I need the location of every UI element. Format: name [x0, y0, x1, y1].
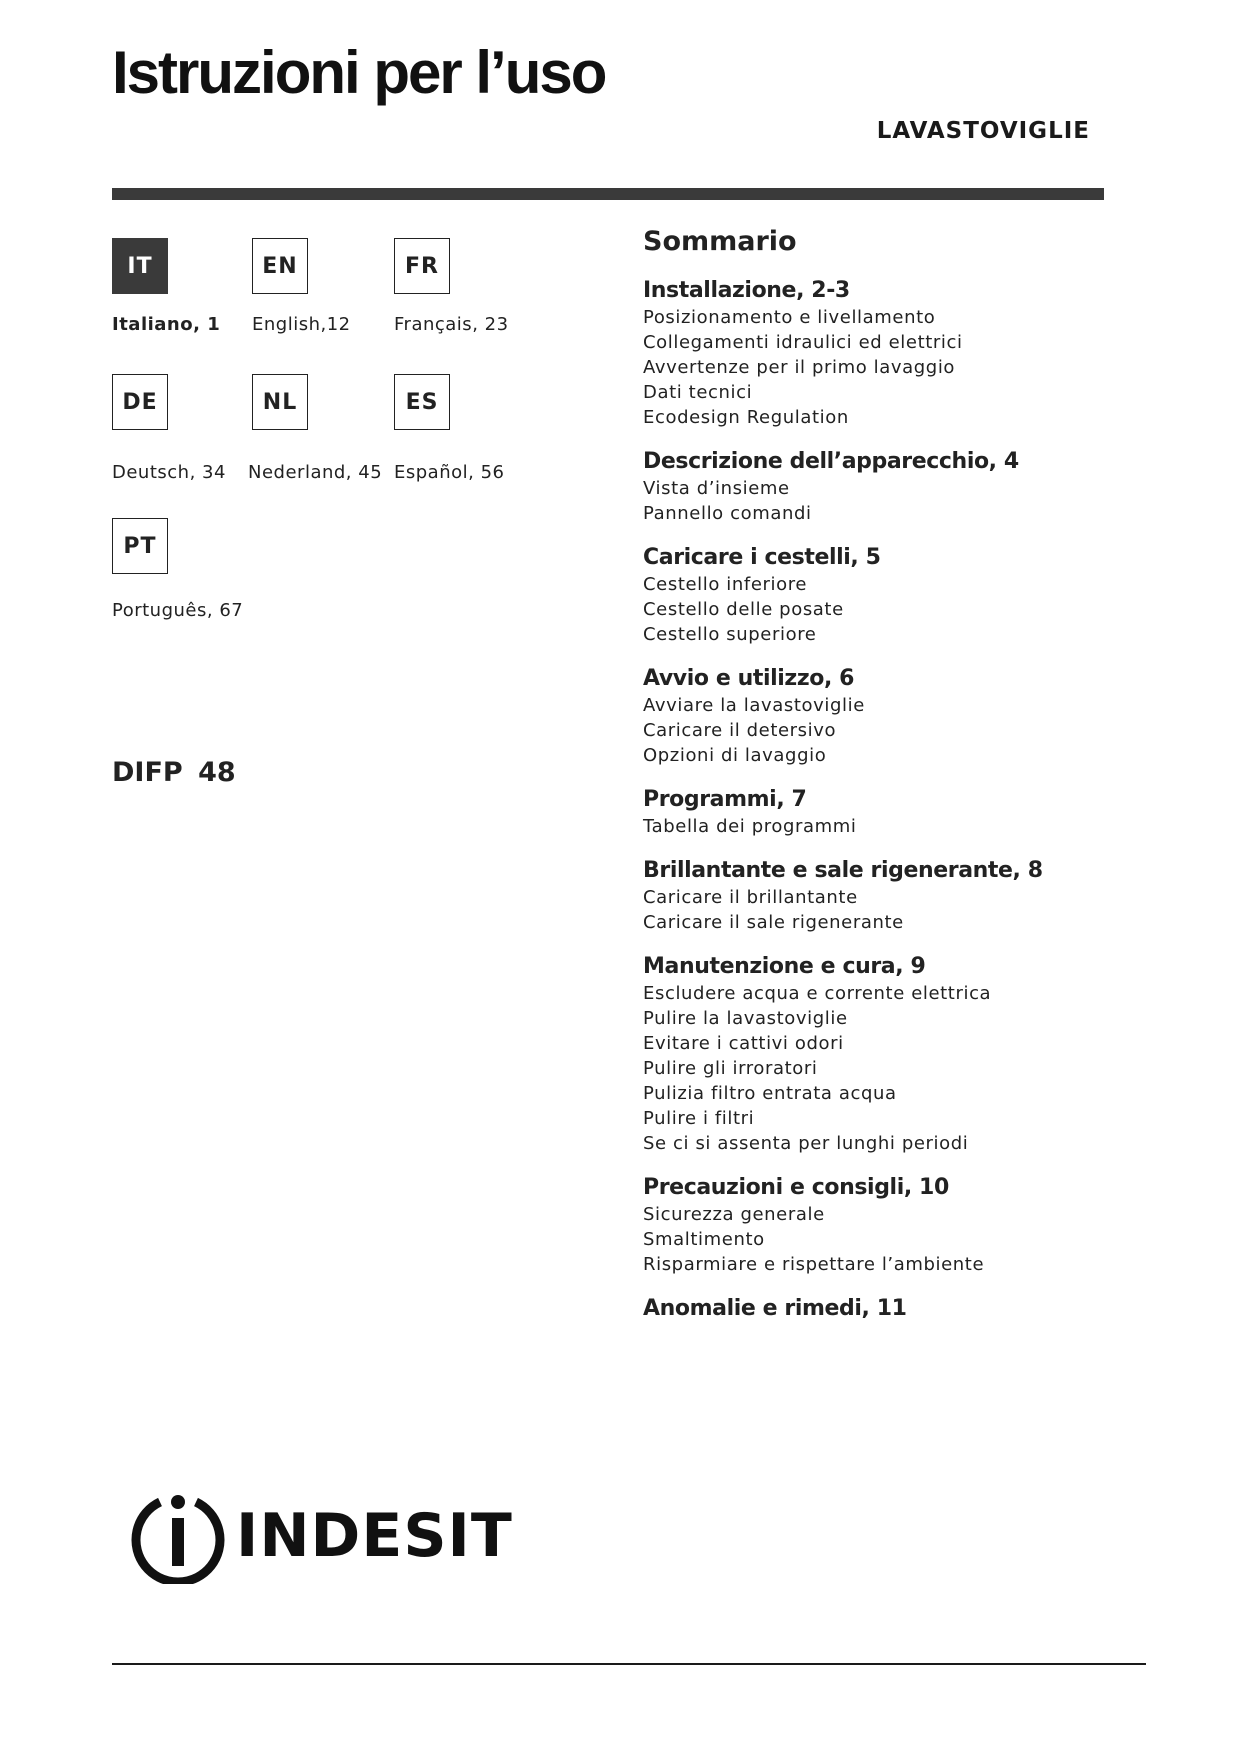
toc-sections — [643, 277, 1143, 1323]
language-label: Nederland, 45 — [248, 462, 383, 483]
product-category: LAVASTOVIGLIE — [876, 118, 1090, 144]
document-title: Istruzioni per l’uso — [112, 39, 606, 106]
toc-section-title[interactable]: Programmi, 7 — [643, 787, 807, 812]
toc-section-items — [643, 885, 1143, 935]
toc-item[interactable]: Evitare i cattivi odori — [643, 1033, 844, 1054]
toc-item[interactable]: Tabella dei programmi — [643, 816, 857, 837]
toc-section-title[interactable]: Avvio e utilizzo, 6 — [643, 666, 855, 691]
toc-section-items — [643, 1202, 1143, 1277]
toc-section-items — [643, 981, 1143, 1156]
language-label: Português, 67 — [112, 600, 244, 621]
toc-section-items — [643, 693, 1143, 768]
toc-item[interactable]: Collegamenti idraulici ed elettrici — [643, 332, 963, 353]
toc-item[interactable]: Pulizia filtro entrata acqua — [643, 1083, 897, 1104]
toc-section-items — [643, 305, 1143, 430]
language-code-badge[interactable]: IT — [112, 238, 168, 294]
toc-section — [643, 1174, 1143, 1277]
toc-item[interactable]: Cestello inferiore — [643, 574, 808, 595]
language-code-badge[interactable]: NL — [252, 374, 308, 430]
toc-item[interactable]: Pulire la lavastoviglie — [643, 1008, 848, 1029]
language-label: Deutsch, 34 — [112, 462, 226, 483]
language-code-badge[interactable]: PT — [112, 518, 168, 574]
toc-item[interactable]: Se ci si assenta per lunghi periodi — [643, 1133, 969, 1154]
language-label: Français, 23 — [394, 314, 509, 335]
toc-section — [643, 1295, 1143, 1323]
language-label: Español, 56 — [394, 462, 505, 483]
toc-section-title[interactable]: Manutenzione e cura, 9 — [643, 954, 926, 979]
model-number: DIFP 48 — [112, 757, 236, 788]
toc-item[interactable]: Cestello delle posate — [643, 599, 844, 620]
toc-item[interactable]: Pulire gli irroratori — [643, 1058, 818, 1079]
language-label: English,12 — [252, 314, 351, 335]
language-code-badge[interactable]: ES — [394, 374, 450, 430]
toc-item[interactable]: Sicurezza generale — [643, 1204, 825, 1225]
toc-item[interactable]: Vista d’insieme — [643, 478, 790, 499]
toc-heading: Sommario — [643, 226, 797, 257]
toc-section-title[interactable]: Descrizione dell’apparecchio, 4 — [643, 449, 1019, 474]
language-code-badge[interactable]: FR — [394, 238, 450, 294]
toc-item[interactable]: Pannello comandi — [643, 503, 812, 524]
toc-item[interactable]: Risparmiare e rispettare l’ambiente — [643, 1254, 985, 1275]
toc-section-title[interactable]: Brillantante e sale rigenerante, 8 — [643, 858, 1043, 883]
language-index — [112, 238, 612, 638]
toc-item[interactable]: Posizionamento e livellamento — [643, 307, 936, 328]
toc-item[interactable]: Pulire i filtri — [643, 1108, 755, 1129]
toc-section — [643, 665, 1143, 768]
table-of-contents — [643, 226, 1143, 1341]
toc-section — [643, 448, 1143, 526]
toc-item[interactable]: Avvertenze per il primo lavaggio — [643, 357, 956, 378]
toc-section-items — [643, 572, 1143, 647]
toc-item[interactable]: Caricare il sale rigenerante — [643, 912, 904, 933]
toc-item[interactable]: Avviare la lavastoviglie — [643, 695, 865, 716]
brand-logo — [130, 1488, 513, 1584]
toc-item[interactable]: Cestello superiore — [643, 624, 817, 645]
toc-section-items — [643, 814, 1143, 839]
language-code-badge[interactable]: DE — [112, 374, 168, 430]
toc-item[interactable]: Caricare il detersivo — [643, 720, 837, 741]
toc-section-items — [643, 476, 1143, 526]
toc-section-title[interactable]: Installazione, 2-3 — [643, 278, 850, 303]
language-label: Italiano, 1 — [112, 314, 221, 335]
header-divider-bar — [112, 188, 1104, 200]
toc-item[interactable]: Dati tecnici — [643, 382, 753, 403]
language-code-badge[interactable]: EN — [252, 238, 308, 294]
toc-section-title[interactable]: Anomalie e rimedi, 11 — [643, 1296, 907, 1321]
toc-section — [643, 857, 1143, 935]
footer-divider — [112, 1663, 1146, 1665]
toc-item[interactable]: Opzioni di lavaggio — [643, 745, 827, 766]
toc-section — [643, 277, 1143, 430]
toc-item[interactable]: Escludere acqua e corrente elettrica — [643, 983, 992, 1004]
toc-section — [643, 786, 1143, 839]
toc-item[interactable]: Ecodesign Regulation — [643, 407, 849, 428]
toc-item[interactable]: Smaltimento — [643, 1229, 765, 1250]
toc-item[interactable]: Caricare il brillantante — [643, 887, 858, 908]
toc-section — [643, 544, 1143, 647]
toc-section-title[interactable]: Caricare i cestelli, 5 — [643, 545, 881, 570]
brand-wordmark: INDESIT — [236, 1501, 513, 1571]
toc-section-title[interactable]: Precauzioni e consigli, 10 — [643, 1175, 949, 1200]
toc-section — [643, 953, 1143, 1156]
indesit-i-circle-icon — [130, 1488, 226, 1584]
